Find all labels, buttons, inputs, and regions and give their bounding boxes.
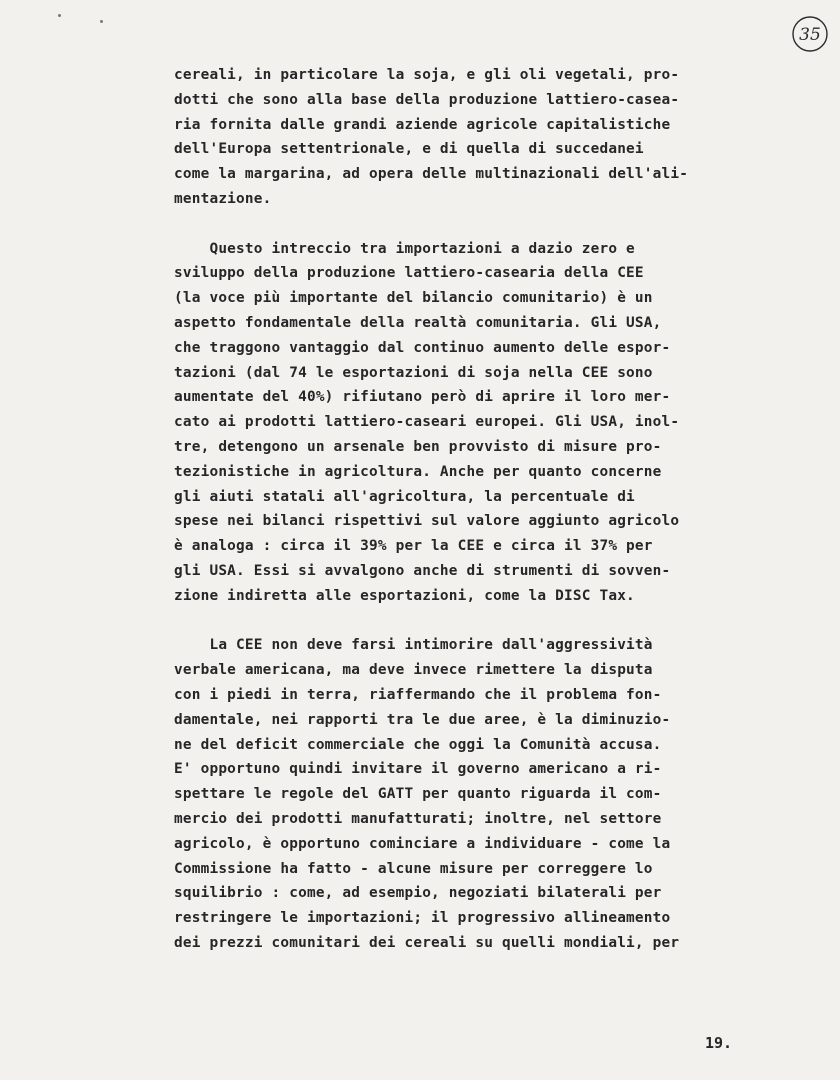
text-line: tezionistiche in agricoltura. Anche per quanto concerne	[174, 463, 662, 480]
text-line: E' opportuno quindi invitare il governo americano a ri-	[174, 761, 662, 778]
text-line: dei prezzi comunitari dei cereali su quelli mondiali, per	[174, 934, 680, 951]
paragraph	[174, 237, 744, 609]
paragraph	[174, 633, 744, 955]
text-line: mentazione.	[174, 190, 272, 207]
text-line: agricolo, è opportuno cominciare a individuare - come la	[174, 835, 671, 852]
text-line: (la voce più importante del bilancio comunitario) è un	[174, 290, 653, 307]
circle-stamp-icon	[790, 14, 830, 54]
text-line: come la margarina, ad opera delle multinazionali dell'ali-	[174, 166, 689, 183]
text-line: damentale, nei rapporti tra le due aree, è la diminuzio-	[174, 711, 671, 728]
page-stamp	[790, 14, 830, 54]
text-line: gli aiuti statali all'agricoltura, la percentuale di	[174, 488, 635, 505]
page-number: 19.	[705, 1034, 733, 1052]
text-line: tre, detengono un arsenale ben provvisto di misure pro-	[174, 438, 662, 455]
margin-mark	[58, 14, 61, 17]
text-line: aumentate del 40%) rifiutano però di aprire il loro mer-	[174, 389, 671, 406]
text-line: dell'Europa settentrionale, e di quella di succedanei	[174, 141, 644, 158]
text-line: sviluppo della produzione lattiero-casearia della CEE	[174, 265, 644, 282]
margin-mark	[100, 20, 103, 23]
text-line: Commissione ha fatto - alcune misure per correggere lo	[174, 860, 653, 877]
text-line: dotti che sono alla base della produzione lattiero-casea-	[174, 91, 680, 108]
text-line: restringere le importazioni; il progressivo allineamento	[174, 910, 671, 927]
text-line: verbale americana, ma deve invece rimettere la disputa	[174, 662, 653, 679]
text-line: squilibrio : come, ad esempio, negoziati bilaterali per	[174, 885, 662, 902]
text-line: spettare le regole del GATT per quanto riguarda il com-	[174, 786, 662, 803]
text-line: che traggono vantaggio dal continuo aumento delle espor-	[174, 339, 671, 356]
text-line: mercio dei prodotti manufatturati; inoltre, nel settore	[174, 810, 662, 827]
text-line: spese nei bilanci rispettivi sul valore aggiunto agricolo	[174, 513, 680, 530]
text-line: cereali, in particolare la soja, e gli oli vegetali, pro-	[174, 67, 680, 83]
text-line: con i piedi in terra, riaffermando che il problema fon-	[174, 686, 662, 703]
text-line: ne del deficit commerciale che oggi la Comunità accusa.	[174, 736, 662, 753]
paragraph	[174, 63, 744, 212]
stamp-number: 35	[799, 25, 821, 45]
text-line: ria fornita dalle grandi aziende agricole capitalistiche	[174, 116, 671, 133]
text-line: gli USA. Essi si avvalgono anche di strumenti di sovven-	[174, 562, 671, 579]
text-line: zione indiretta alle esportazioni, come la DISC Tax.	[174, 587, 635, 604]
body-text	[174, 63, 744, 956]
text-line: tazioni (dal 74 le esportazioni di soja nella CEE sono	[174, 364, 653, 381]
text-line: cato ai prodotti lattiero-caseari europei. Gli USA, inol-	[174, 414, 680, 431]
text-line: è analoga : circa il 39% per la CEE e circa il 37% per	[174, 538, 653, 555]
text-line: aspetto fondamentale della realtà comunitaria. Gli USA,	[174, 314, 662, 331]
text-line: La CEE non deve farsi intimorire dall'aggressività	[174, 637, 653, 654]
text-line: Questo intreccio tra importazioni a dazio zero e	[174, 240, 635, 257]
